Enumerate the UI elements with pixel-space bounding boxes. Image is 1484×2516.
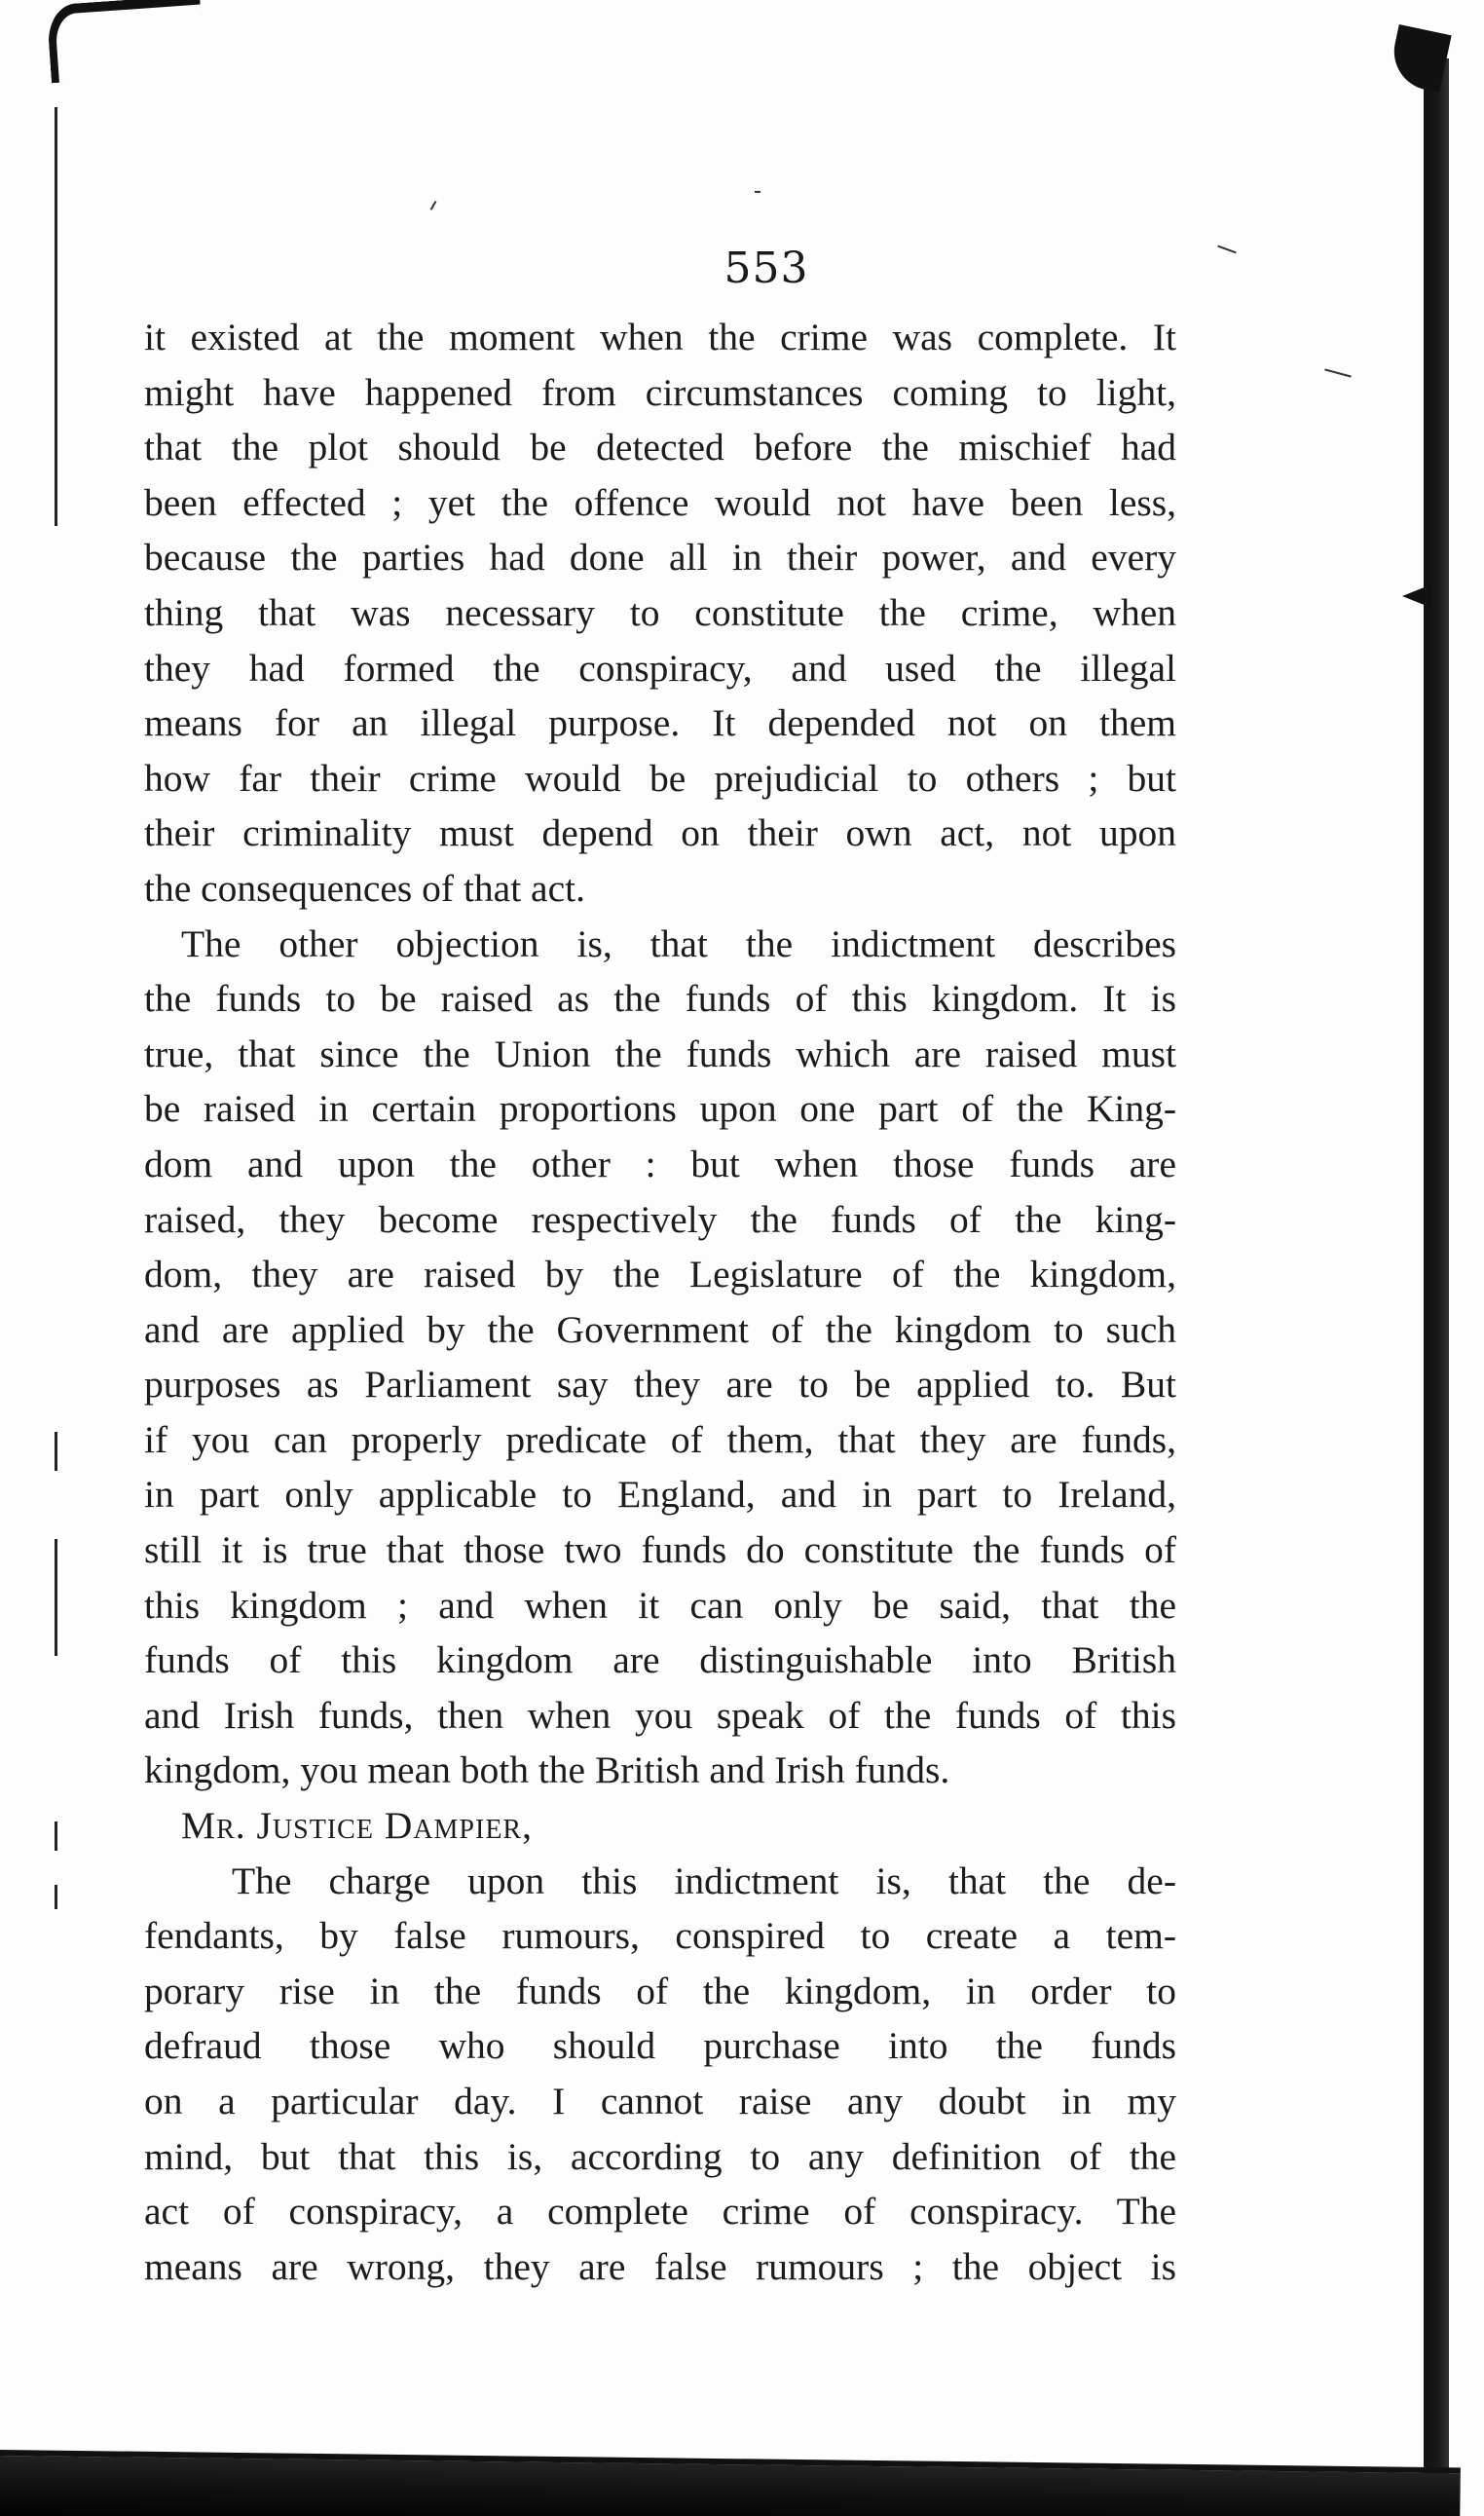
- text-line: that the plot should be detected before the mischief had: [144, 426, 1176, 469]
- text-line: if you can properly predicate of them, that they are funds,: [144, 1417, 1176, 1461]
- text-line: dom, they are raised by the Legislature of the kingdom,: [144, 1253, 1176, 1296]
- page-edge-right-wedge: [1402, 584, 1431, 608]
- text-line: thing that was necessary to constitute the crime, when: [144, 590, 1176, 634]
- text-line: it existed at the moment when the crime was complete. It: [144, 316, 1176, 358]
- text-line: funds of this kingdom are distinguishable into British: [144, 1638, 1176, 1682]
- scan-speck: [430, 201, 437, 210]
- page-edge-left: [55, 1539, 57, 1656]
- text-line: be raised in certain proportions upon one part of the King-: [144, 1087, 1176, 1131]
- text-line: in part only applicable to England, and in part to Ireland,: [144, 1473, 1176, 1517]
- text-line: the consequences of that act.: [144, 866, 585, 910]
- text-line: they had formed the conspiracy, and used the illegal: [144, 646, 1176, 690]
- text-line: because the parties had done all in their power, and every: [144, 536, 1176, 580]
- page-number: 553: [723, 244, 809, 293]
- text-line: still it is true that those two funds do constitute the funds of: [144, 1528, 1176, 1572]
- text-line: porary rise in the funds of the kingdom, in order to: [144, 1969, 1176, 2012]
- text-line: The charge upon this indictment is, that the de-: [232, 1859, 1176, 1902]
- text-line: The other objection is, that the indictment describes: [181, 921, 1176, 965]
- text-line: true, that since the Union the funds which are raised must: [144, 1032, 1176, 1075]
- text-line: purposes as Parliament say they are to be applied to. But: [144, 1363, 1176, 1407]
- text-line: and Irish funds, then when you speak of the funds of this: [144, 1693, 1176, 1737]
- text-line: means are wrong, they are false rumours ; the object is: [144, 2244, 1176, 2288]
- text-line: their criminality must depend on their own act, not upon: [144, 811, 1176, 855]
- text-line: on a particular day. I cannot raise any doubt in my: [144, 2080, 1176, 2122]
- page-edge-left: [55, 1885, 57, 1909]
- text-line: raised, they become respectively the funds of the king-: [144, 1197, 1176, 1241]
- scan-speck: [755, 191, 761, 193]
- text-line: kingdom, you mean both the British and Irish funds.: [144, 1748, 950, 1792]
- page-edge-left: [55, 107, 57, 526]
- text-line: been effected ; yet the offence would not have been less,: [144, 480, 1176, 524]
- page-edge-left: [55, 1432, 57, 1471]
- text-line: means for an illegal purpose. It depended not on them: [144, 701, 1176, 745]
- text-line: mind, but that this is, according to any definition of the: [144, 2134, 1176, 2178]
- text-line: this kingdom ; and when it can only be said, that the: [144, 1583, 1176, 1627]
- text-line: the funds to be raised as the funds of this kingdom. It is: [144, 977, 1176, 1021]
- text-line: and are applied by the Government of the kingdom to such: [144, 1307, 1176, 1351]
- text-line: defraud those who should purchase into the funds: [144, 2024, 1176, 2068]
- text-line: dom and upon the other : but when those funds are: [144, 1142, 1176, 1185]
- page-edge-top-left: [46, 0, 204, 83]
- speaker-heading: Mr. Justice Dampier,: [181, 1804, 533, 1848]
- text-line: fendants, by false rumours, conspired to create a tem-: [144, 1914, 1176, 1958]
- scan-speck: [1324, 368, 1352, 377]
- text-line: might have happened from circumstances coming to light,: [144, 370, 1176, 414]
- text-line: how far their crime would be prejudicial to others ; but: [144, 756, 1176, 800]
- page-edge-left: [55, 1821, 57, 1851]
- body-text: [144, 310, 1176, 2294]
- page-edge-bottom: [0, 2450, 1461, 2516]
- text-line: act of conspiracy, a complete crime of conspiracy. The: [144, 2190, 1176, 2234]
- page-edge-right: [1424, 58, 1449, 2516]
